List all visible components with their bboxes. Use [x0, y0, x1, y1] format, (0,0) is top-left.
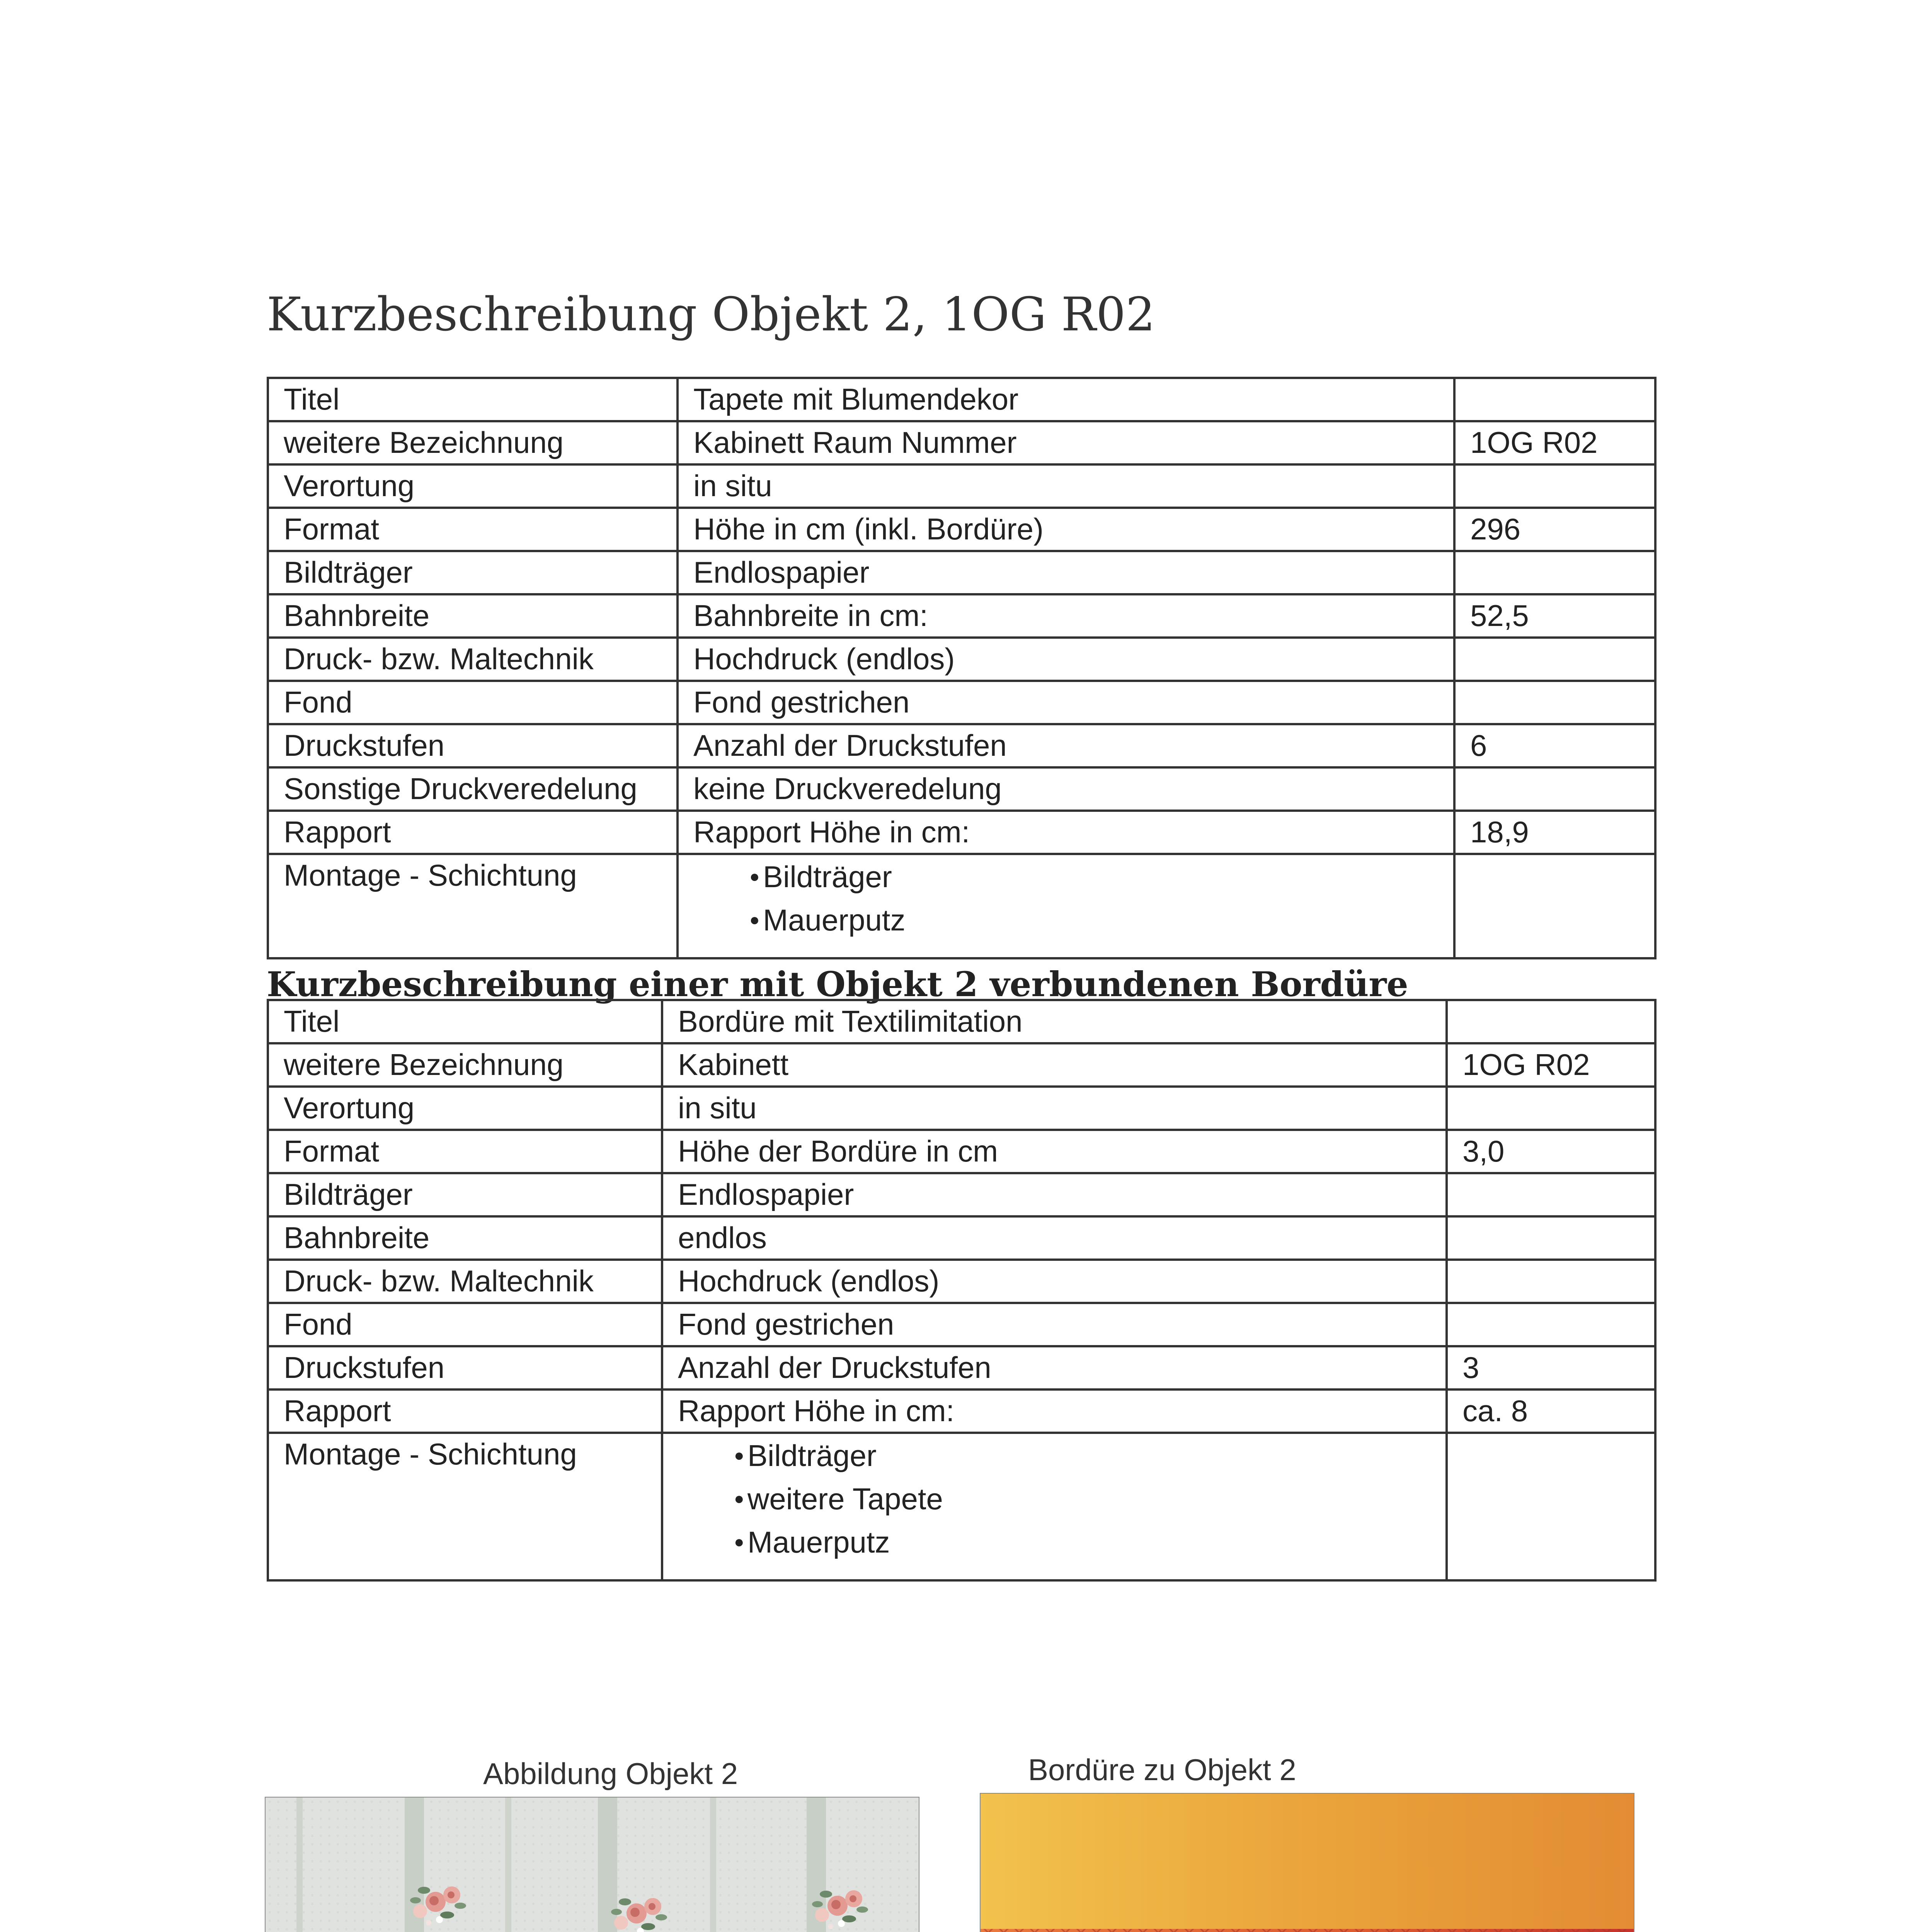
- table-row-montage: [268, 854, 1655, 958]
- table-cell-extra: [1454, 638, 1655, 681]
- table-cell-extra: [1447, 1433, 1655, 1580]
- table-cell-extra: [1454, 464, 1655, 508]
- table-cell-extra: [1447, 1087, 1655, 1130]
- list-item: ● Bildträger: [693, 855, 1453, 898]
- table-cell-extra: [1447, 1260, 1655, 1303]
- table-cell-label: Druck- bzw. Maltechnik: [268, 1260, 662, 1303]
- table-cell-extra: [1454, 681, 1655, 724]
- table-cell-value: Hochdruck (endlos): [662, 1260, 1447, 1303]
- table-cell-extra: [1447, 1173, 1655, 1216]
- table-cell-extra: [1447, 1216, 1655, 1260]
- table-row: [268, 594, 1655, 638]
- table-row: [268, 1173, 1655, 1216]
- table-cell-extra: 6: [1454, 724, 1655, 767]
- page-title: Kurzbeschreibung Objekt 2, 1OG R02: [267, 288, 1155, 342]
- list-item: ● Bildträger: [678, 1434, 1445, 1477]
- table-cell-value: Hochdruck (endlos): [678, 638, 1454, 681]
- table-cell-label: Bahnbreite: [268, 1216, 662, 1260]
- table-cell-label: Sonstige Druckveredelung: [268, 767, 678, 811]
- table-cell-extra: ca. 8: [1447, 1389, 1655, 1433]
- table-row: [268, 811, 1655, 854]
- table-cell-label: Druckstufen: [268, 724, 678, 767]
- table-cell-extra: [1447, 1000, 1655, 1043]
- table-cell-value: Tapete mit Blumendekor: [678, 378, 1454, 421]
- table-cell-label: Fond: [268, 1303, 662, 1346]
- table-cell-extra: 18,9: [1454, 811, 1655, 854]
- table-cell-extra: 296: [1454, 508, 1655, 551]
- montage-list-cell: [662, 1433, 1447, 1580]
- table-cell-extra: 1OG R02: [1447, 1043, 1655, 1087]
- table-row: [268, 1000, 1655, 1043]
- table-cell-value: Rapport Höhe in cm:: [678, 811, 1454, 854]
- table-cell-value: Bahnbreite in cm:: [678, 594, 1454, 638]
- table-cell-value: Bordüre mit Textilimitation: [662, 1000, 1447, 1043]
- table-cell-value: Kabinett: [662, 1043, 1447, 1087]
- table-cell-label: weitere Bezeichnung: [268, 421, 678, 464]
- table-row: [268, 724, 1655, 767]
- table-row: [268, 767, 1655, 811]
- table-cell-label: Format: [268, 508, 678, 551]
- table-cell-label: Titel: [268, 378, 678, 421]
- table-cell-label: Bildträger: [268, 551, 678, 594]
- table-cell-value: Anzahl der Druckstufen: [662, 1346, 1447, 1389]
- table-row: [268, 421, 1655, 464]
- table-cell-value: in situ: [678, 464, 1454, 508]
- list-item: ● Mauerputz: [678, 1520, 1445, 1564]
- table-cell-extra: [1454, 378, 1655, 421]
- table-cell-value: in situ: [662, 1087, 1447, 1130]
- table-row: [268, 1389, 1655, 1433]
- table-row: [268, 681, 1655, 724]
- table-row: [268, 1346, 1655, 1389]
- table-cell-label: Montage - Schichtung: [268, 1433, 662, 1580]
- table-cell-label: Verortung: [268, 464, 678, 508]
- border-photo: [980, 1793, 1634, 1932]
- table-cell-value: Höhe der Bordüre in cm: [662, 1130, 1447, 1173]
- table-cell-label: weitere Bezeichnung: [268, 1043, 662, 1087]
- figure-caption-border: Bordüre zu Objekt 2: [1028, 1753, 1296, 1787]
- table-cell-value: Kabinett Raum Nummer: [678, 421, 1454, 464]
- table-cell-extra: 3: [1447, 1346, 1655, 1389]
- table-cell-label: Druck- bzw. Maltechnik: [268, 638, 678, 681]
- table-cell-label: Rapport: [268, 1389, 662, 1433]
- table-row: [268, 1130, 1655, 1173]
- table-cell-label: Format: [268, 1130, 662, 1173]
- table-row: [268, 1260, 1655, 1303]
- table-cell-label: Montage - Schichtung: [268, 854, 678, 958]
- table-row: [268, 508, 1655, 551]
- table-row: [268, 1216, 1655, 1260]
- table-cell-value: Höhe in cm (inkl. Bordüre): [678, 508, 1454, 551]
- table-cell-value: Fond gestrichen: [678, 681, 1454, 724]
- table-cell-value: Endlospapier: [678, 551, 1454, 594]
- table-cell-value: Fond gestrichen: [662, 1303, 1447, 1346]
- table-cell-extra: [1454, 854, 1655, 958]
- table-cell-label: Titel: [268, 1000, 662, 1043]
- table-row-montage: [268, 1433, 1655, 1580]
- figure-caption-wallpaper: Abbildung Objekt 2: [483, 1757, 738, 1791]
- table-cell-value: keine Druckveredelung: [678, 767, 1454, 811]
- table-cell-extra: [1447, 1303, 1655, 1346]
- table-row: [268, 1087, 1655, 1130]
- section-heading-border: Kurzbeschreibung einer mit Objekt 2 verbundenen Bordüre: [267, 964, 1408, 1004]
- list-item: ● Mauerputz: [693, 898, 1453, 942]
- table-cell-extra: 1OG R02: [1454, 421, 1655, 464]
- table-cell-value: Rapport Höhe in cm:: [662, 1389, 1447, 1433]
- table-cell-label: Bahnbreite: [268, 594, 678, 638]
- table-cell-label: Bildträger: [268, 1173, 662, 1216]
- spec-table-object: [267, 377, 1657, 959]
- table-cell-label: Verortung: [268, 1087, 662, 1130]
- table-row: [268, 551, 1655, 594]
- table-cell-extra: [1454, 551, 1655, 594]
- list-item: ● weitere Tapete: [678, 1477, 1445, 1520]
- table-cell-value: endlos: [662, 1216, 1447, 1260]
- table-cell-extra: 3,0: [1447, 1130, 1655, 1173]
- table-row: [268, 464, 1655, 508]
- table-cell-extra: [1454, 767, 1655, 811]
- wallpaper-photo: [265, 1797, 919, 1932]
- montage-list-cell: [678, 854, 1454, 958]
- spec-table-border: [267, 999, 1657, 1582]
- table-row: [268, 638, 1655, 681]
- table-row: [268, 378, 1655, 421]
- table-cell-label: Druckstufen: [268, 1346, 662, 1389]
- table-cell-label: Fond: [268, 681, 678, 724]
- table-cell-label: Rapport: [268, 811, 678, 854]
- table-cell-value: Endlospapier: [662, 1173, 1447, 1216]
- table-cell-value: Anzahl der Druckstufen: [678, 724, 1454, 767]
- table-cell-extra: 52,5: [1454, 594, 1655, 638]
- table-row: [268, 1303, 1655, 1346]
- table-row: [268, 1043, 1655, 1087]
